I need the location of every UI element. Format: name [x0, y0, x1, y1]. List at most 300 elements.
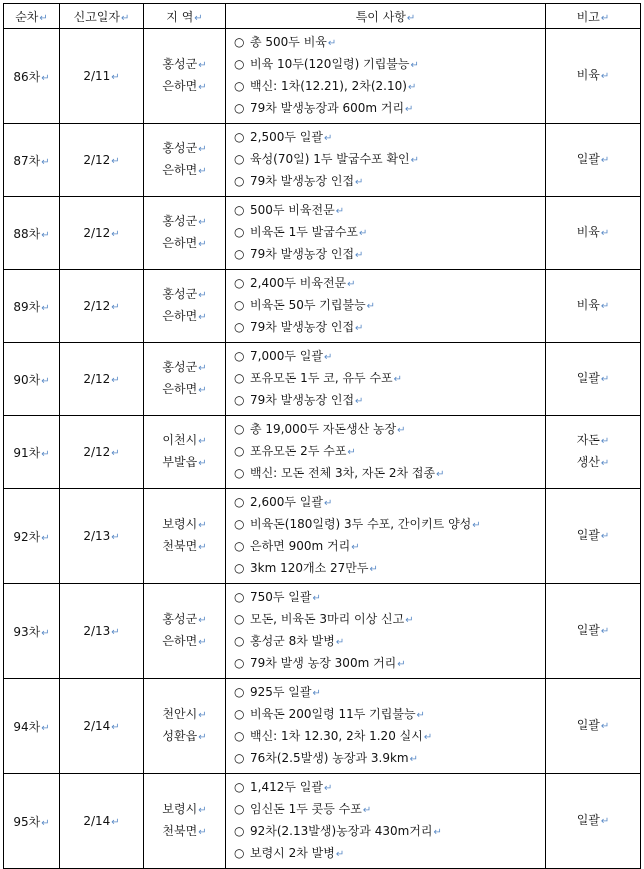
note-item [234, 514, 545, 536]
note-text: 1,412두 일괄 [250, 780, 323, 794]
note-item [234, 200, 545, 222]
return-mark: ↵ [198, 827, 207, 838]
bullet-icon: ○ [234, 466, 245, 480]
return-mark: ↵ [423, 732, 433, 743]
remark-cell [546, 774, 641, 869]
return-mark: ↵ [111, 229, 120, 240]
note-item [234, 127, 545, 149]
bullet-icon: ○ [234, 225, 245, 239]
return-mark: ↵ [600, 531, 610, 542]
region-line [144, 54, 225, 76]
remark-line [546, 620, 640, 642]
bullet-icon: ○ [234, 371, 245, 385]
note-text: 은하면 900m 거리 [250, 539, 351, 553]
remark-cell [546, 584, 641, 679]
note-text: 모돈, 비육돈 3마리 이상 신고 [250, 612, 405, 626]
seq-cell [4, 124, 60, 197]
return-mark: ↵ [600, 458, 610, 469]
return-mark: ↵ [335, 637, 345, 648]
return-mark: ↵ [198, 710, 207, 721]
return-mark: ↵ [41, 156, 50, 168]
region-cell [144, 679, 226, 774]
region-text: 천북면 [162, 824, 198, 838]
remark-text: 생산 [576, 455, 600, 469]
return-mark: ↵ [312, 688, 321, 699]
region-line [144, 284, 225, 306]
seq-cell [4, 584, 60, 679]
return-mark: ↵ [198, 290, 207, 301]
region-line [144, 536, 225, 558]
remark-line [546, 452, 640, 474]
bullet-icon: ○ [234, 174, 245, 188]
note-item [234, 609, 545, 631]
return-mark: ↵ [198, 217, 207, 228]
region-text: 홍성군 [162, 287, 198, 301]
bullet-icon: ○ [234, 685, 245, 699]
region-cell [144, 270, 226, 343]
note-item [234, 492, 545, 514]
note-text: 2,600두 일괄 [250, 495, 323, 509]
region-text: 홍성군 [162, 360, 198, 374]
notes-cell [226, 343, 546, 416]
note-text: 3km 120개소 27만두 [250, 561, 369, 575]
note-text: 포유모돈 2두 수포 [250, 444, 347, 458]
seq-text: 90차 [13, 372, 41, 387]
region-text: 홍성군 [162, 57, 198, 71]
region-line [144, 821, 225, 843]
bullet-icon: ○ [234, 298, 245, 312]
table-row [4, 584, 641, 679]
return-mark: ↵ [347, 447, 356, 458]
note-text: 총 500두 비육 [250, 35, 327, 49]
seq-cell [4, 489, 60, 584]
notes-cell [226, 679, 546, 774]
notes-cell [226, 270, 546, 343]
date-text: 2/12 [83, 372, 111, 386]
region-text: 천북면 [162, 539, 198, 553]
seq-text: 94차 [13, 719, 41, 734]
bullet-icon: ○ [234, 802, 245, 816]
seq-text: 93차 [13, 624, 41, 639]
bullet-icon: ○ [234, 79, 245, 93]
notes-cell [226, 124, 546, 197]
region-text: 은하면 [162, 79, 198, 93]
bullet-icon: ○ [234, 824, 245, 838]
note-item [234, 441, 545, 463]
region-text: 홍성군 [162, 141, 198, 155]
bullet-icon: ○ [234, 590, 245, 604]
bullet-icon: ○ [234, 751, 245, 765]
return-mark: ↵ [409, 754, 419, 765]
date-text: 2/12 [83, 299, 111, 313]
date-cell [60, 774, 144, 869]
return-mark: ↵ [41, 375, 50, 387]
bullet-icon: ○ [234, 57, 245, 71]
return-mark: ↵ [198, 637, 207, 648]
remark-line [546, 715, 640, 737]
seq-text: 87차 [13, 153, 41, 168]
return-mark: ↵ [433, 827, 442, 838]
return-mark: ↵ [312, 593, 321, 604]
return-mark: ↵ [436, 469, 445, 480]
remark-cell [546, 416, 641, 489]
remark-text: 비육 [576, 298, 600, 312]
return-mark: ↵ [111, 302, 120, 313]
bullet-icon: ○ [234, 247, 245, 261]
table-row [4, 416, 641, 489]
return-mark: ↵ [111, 375, 120, 386]
date-text: 2/12 [83, 226, 111, 240]
return-mark: ↵ [198, 732, 207, 743]
remark-cell [546, 270, 641, 343]
bullet-icon: ○ [234, 393, 245, 407]
region-line [144, 514, 225, 536]
return-mark: ↵ [111, 448, 120, 459]
return-mark: ↵ [198, 144, 207, 155]
note-item [234, 821, 545, 843]
return-mark: ↵ [111, 72, 120, 83]
header-date: 신고일자↵ [60, 4, 144, 29]
note-text: 79차 발생농장 인접 [250, 174, 355, 188]
return-mark: ↵ [335, 849, 345, 860]
return-mark: ↵ [351, 542, 360, 553]
return-mark: ↵ [369, 564, 378, 575]
note-text: 750두 일괄 [250, 590, 312, 604]
region-text: 부발읍 [162, 455, 198, 469]
note-item [234, 390, 545, 412]
remark-text: 일괄 [576, 718, 600, 732]
region-line [144, 631, 225, 653]
date-cell [60, 29, 144, 124]
region-cell [144, 197, 226, 270]
return-mark: ↵ [198, 520, 207, 531]
return-mark: ↵ [355, 250, 364, 261]
region-cell [144, 774, 226, 869]
region-cell [144, 29, 226, 124]
return-mark: ↵ [111, 532, 120, 543]
return-mark: ↵ [359, 228, 368, 239]
remark-line [546, 368, 640, 390]
bullet-icon: ○ [234, 320, 245, 334]
return-mark: ↵ [198, 312, 207, 323]
note-text: 2,400두 비육전문 [250, 276, 347, 290]
note-item [234, 777, 545, 799]
return-mark: ↵ [323, 133, 333, 144]
region-text: 홍성군 [162, 214, 198, 228]
note-item [234, 317, 545, 339]
note-item [234, 98, 545, 120]
remark-line [546, 149, 640, 171]
remark-line [546, 810, 640, 832]
seq-cell [4, 197, 60, 270]
remark-text: 일괄 [576, 623, 600, 637]
return-mark: ↵ [600, 301, 610, 312]
note-item [234, 419, 545, 441]
region-line [144, 799, 225, 821]
region-text: 천안시 [162, 707, 198, 721]
return-mark: ↵ [41, 72, 50, 84]
date-text: 2/12 [83, 153, 111, 167]
note-item [234, 368, 545, 390]
return-mark: ↵ [111, 627, 120, 638]
seq-cell [4, 29, 60, 124]
table-row [4, 197, 641, 270]
region-text: 홍성군 [162, 612, 198, 626]
note-item [234, 704, 545, 726]
return-mark: ↵ [198, 615, 207, 626]
remark-cell [546, 124, 641, 197]
region-line [144, 726, 225, 748]
region-line [144, 138, 225, 160]
return-mark: ↵ [600, 228, 610, 239]
return-mark: ↵ [41, 229, 50, 241]
remark-line [546, 222, 640, 244]
return-mark: ↵ [397, 659, 406, 670]
notes-cell [226, 197, 546, 270]
remark-line [546, 430, 640, 452]
return-mark: ↵ [111, 156, 120, 167]
date-text: 2/12 [83, 445, 111, 459]
notes-cell [226, 774, 546, 869]
region-cell [144, 124, 226, 197]
note-text: 비육돈 1두 발굽수포 [250, 225, 359, 239]
date-text: 2/11 [83, 69, 111, 83]
note-item [234, 244, 545, 266]
return-mark: ↵ [600, 816, 610, 827]
return-mark: ↵ [600, 374, 610, 385]
table-row [4, 124, 641, 197]
note-item [234, 631, 545, 653]
seq-text: 91차 [13, 445, 41, 460]
seq-text: 92차 [13, 529, 41, 544]
seq-cell [4, 343, 60, 416]
notes-cell [226, 416, 546, 489]
outbreak-table [3, 3, 641, 869]
note-item [234, 726, 545, 748]
bullet-icon: ○ [234, 152, 245, 166]
date-cell [60, 124, 144, 197]
note-text: 79차 발생농장과 600m 거리 [250, 101, 405, 115]
note-item [234, 587, 545, 609]
seq-cell [4, 774, 60, 869]
return-mark: ↵ [407, 82, 417, 93]
seq-text: 86차 [13, 69, 41, 84]
return-mark: ↵ [405, 104, 414, 115]
header-region: 지 역↵ [144, 4, 226, 29]
return-mark: ↵ [198, 363, 207, 374]
date-cell [60, 679, 144, 774]
table-row [4, 679, 641, 774]
note-text: 비육돈 200일령 11두 기립불능 [250, 707, 416, 721]
return-mark: ↵ [472, 520, 481, 531]
note-text: 백신: 1차(12.21), 2차(2.10) [250, 79, 407, 93]
note-text: 92차(2.13발생)농장과 430m거리 [250, 824, 433, 838]
bullet-icon: ○ [234, 846, 245, 860]
note-item [234, 653, 545, 675]
return-mark: ↵ [335, 206, 345, 217]
bullet-icon: ○ [234, 656, 245, 670]
note-text: 79차 발생 농장 300m 거리 [250, 656, 397, 670]
remark-cell [546, 197, 641, 270]
header-remark: 비고↵ [546, 4, 641, 29]
note-text: 총 19,000두 자돈생산 농장 [250, 422, 397, 436]
region-line [144, 379, 225, 401]
date-cell [60, 197, 144, 270]
header-row [4, 4, 641, 29]
note-text: 비육돈(180일령) 3두 수포, 간이키트 양성 [250, 517, 472, 531]
date-cell [60, 584, 144, 679]
region-text: 은하면 [162, 382, 198, 396]
date-text: 2/13 [83, 529, 111, 543]
region-text: 은하면 [162, 236, 198, 250]
region-line [144, 357, 225, 379]
remark-cell [546, 679, 641, 774]
note-text: 비육 10두(120일령) 기립불능 [250, 57, 410, 71]
remark-cell [546, 343, 641, 416]
bullet-icon: ○ [234, 634, 245, 648]
region-line [144, 211, 225, 233]
date-cell [60, 416, 144, 489]
remark-cell [546, 29, 641, 124]
return-mark: ↵ [41, 722, 50, 734]
note-text: 79차 발생농장 인접 [250, 320, 355, 334]
bullet-icon: ○ [234, 539, 245, 553]
bullet-icon: ○ [234, 561, 245, 575]
region-line [144, 160, 225, 182]
region-line [144, 306, 225, 328]
bullet-icon: ○ [234, 729, 245, 743]
date-cell [60, 489, 144, 584]
note-item [234, 149, 545, 171]
seq-text: 89차 [13, 299, 41, 314]
return-mark: ↵ [198, 60, 207, 71]
return-mark: ↵ [41, 302, 50, 314]
date-text: 2/13 [83, 624, 111, 638]
region-text: 은하면 [162, 163, 198, 177]
return-mark: ↵ [600, 436, 610, 447]
remark-text: 일괄 [576, 528, 600, 542]
note-text: 포유모돈 1두 코, 유두 수포 [250, 371, 393, 385]
return-mark: ↵ [41, 817, 50, 829]
notes-cell [226, 584, 546, 679]
seq-cell [4, 416, 60, 489]
return-mark: ↵ [198, 458, 207, 469]
region-text: 보령시 [162, 802, 198, 816]
return-mark: ↵ [41, 448, 50, 460]
return-mark: ↵ [111, 817, 120, 828]
return-mark: ↵ [323, 498, 333, 509]
note-text: 500두 비육전문 [250, 203, 335, 217]
return-mark: ↵ [416, 710, 425, 721]
note-text: 보령시 2차 발병 [250, 846, 335, 860]
seq-text: 88차 [13, 226, 41, 241]
note-item [234, 295, 545, 317]
bullet-icon: ○ [234, 130, 245, 144]
return-mark: ↵ [355, 177, 364, 188]
return-mark: ↵ [405, 615, 414, 626]
date-text: 2/14 [83, 814, 111, 828]
table-row [4, 774, 641, 869]
note-text: 925두 일괄 [250, 685, 312, 699]
table-row [4, 489, 641, 584]
note-text: 76차(2.5발생) 농장과 3.9km [250, 751, 409, 765]
note-item [234, 346, 545, 368]
note-item [234, 222, 545, 244]
note-text: 임신돈 1두 콧등 수포 [250, 802, 362, 816]
note-text: 7,000두 일괄 [250, 349, 323, 363]
bullet-icon: ○ [234, 35, 245, 49]
return-mark: ↵ [198, 385, 207, 396]
bullet-icon: ○ [234, 444, 245, 458]
region-cell [144, 489, 226, 584]
return-mark: ↵ [410, 155, 420, 166]
return-mark: ↵ [41, 532, 50, 544]
return-mark: ↵ [198, 542, 207, 553]
return-mark: ↵ [600, 626, 610, 637]
region-line [144, 704, 225, 726]
header-notes: 특이 사항↵ [226, 4, 546, 29]
region-text: 성환읍 [162, 729, 198, 743]
return-mark: ↵ [362, 805, 372, 816]
note-text: 비육돈 50두 기립불능 [250, 298, 366, 312]
note-item [234, 171, 545, 193]
region-line [144, 76, 225, 98]
return-mark: ↵ [397, 425, 406, 436]
bullet-icon: ○ [234, 422, 245, 436]
bullet-icon: ○ [234, 349, 245, 363]
region-text: 은하면 [162, 309, 198, 323]
bullet-icon: ○ [234, 276, 245, 290]
return-mark: ↵ [355, 396, 364, 407]
bullet-icon: ○ [234, 612, 245, 626]
notes-cell [226, 489, 546, 584]
note-item [234, 32, 545, 54]
notes-cell [226, 29, 546, 124]
region-line [144, 452, 225, 474]
remark-line [546, 295, 640, 317]
note-item [234, 463, 545, 485]
return-mark: ↵ [600, 155, 610, 166]
note-text: 백신: 모돈 전체 3차, 자돈 2차 접종 [250, 466, 436, 480]
date-cell [60, 270, 144, 343]
return-mark: ↵ [323, 352, 333, 363]
remark-text: 일괄 [576, 152, 600, 166]
remark-text: 자돈 [576, 433, 600, 447]
note-item [234, 843, 545, 865]
note-item [234, 748, 545, 770]
note-text: 2,500두 일괄 [250, 130, 323, 144]
table-row [4, 270, 641, 343]
date-cell [60, 343, 144, 416]
return-mark: ↵ [410, 60, 419, 71]
region-text: 이천시 [162, 433, 198, 447]
return-mark: ↵ [198, 239, 207, 250]
seq-cell [4, 679, 60, 774]
return-mark: ↵ [327, 38, 337, 49]
note-item [234, 536, 545, 558]
remark-text: 일괄 [576, 813, 600, 827]
bullet-icon: ○ [234, 101, 245, 115]
return-mark: ↵ [198, 436, 207, 447]
date-text: 2/14 [83, 719, 111, 733]
bullet-icon: ○ [234, 707, 245, 721]
region-cell [144, 416, 226, 489]
return-mark: ↵ [111, 722, 120, 733]
bullet-icon: ○ [234, 780, 245, 794]
note-text: 79차 발생농장 인접 [250, 247, 355, 261]
seq-cell [4, 270, 60, 343]
return-mark: ↵ [198, 82, 207, 93]
